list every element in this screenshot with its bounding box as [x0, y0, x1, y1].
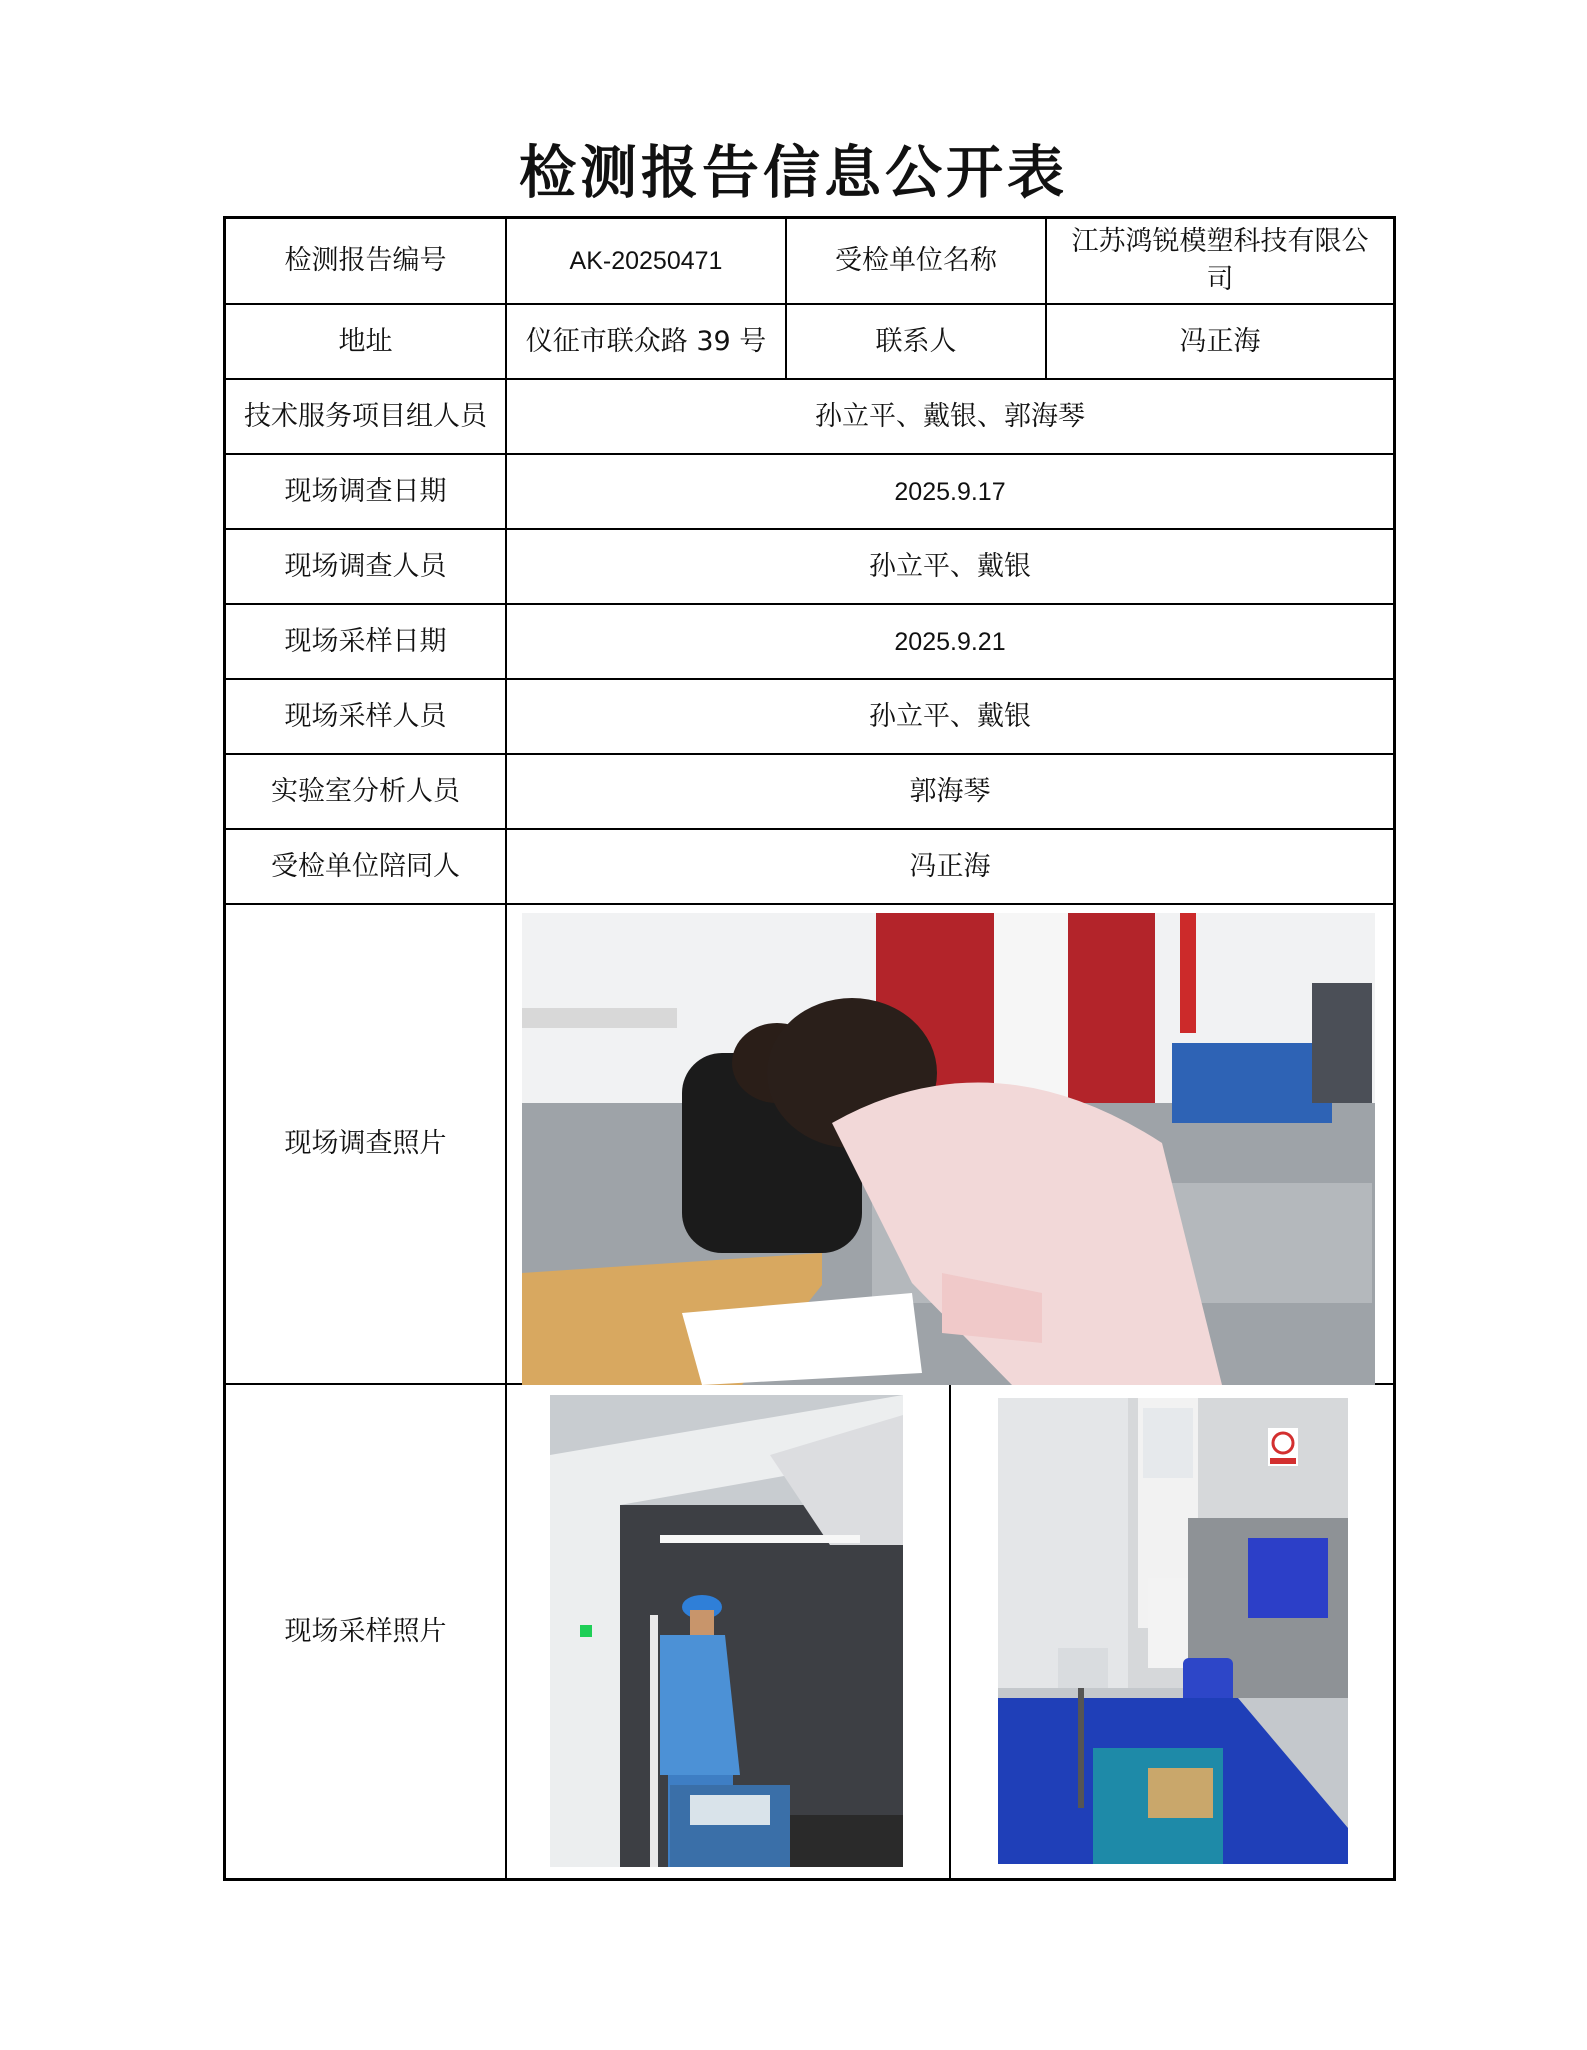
lab-staff-label: 实验室分析人员: [271, 775, 460, 807]
contact-label: 联系人: [875, 325, 957, 357]
survey-date-value: 2025.9.17: [894, 477, 1006, 506]
unit-name-label: 受检单位名称: [835, 245, 997, 276]
sampling-photo-storage: [998, 1398, 1348, 1864]
escort-value: 冯正海: [909, 850, 991, 882]
team-label: 技术服务项目组人员: [244, 400, 487, 432]
sampling-staff-value: 孙立平、戴银: [869, 700, 1031, 732]
survey-photo-label: 现场调查照片: [284, 1128, 447, 1159]
team-value: 孙立平、戴银、郭海琴: [815, 400, 1085, 432]
sampling-photo-label: 现场采样照片: [284, 1615, 447, 1647]
address-label: 地址: [338, 325, 393, 357]
sampling-date-value: 2025.9.21: [894, 627, 1006, 656]
column-divider: [949, 1383, 951, 1878]
sampling-date-label: 现场采样日期: [284, 625, 447, 657]
unit-name-value: 江苏鸿锐模塑科技有限公司: [1071, 226, 1369, 295]
escort-label: 受检单位陪同人: [271, 850, 460, 882]
address-value: 仪征市联众路 39 号: [525, 325, 767, 357]
report-no-value: AK-20250471: [569, 247, 723, 275]
survey-staff-value: 孙立平、戴银: [869, 550, 1031, 582]
report-no-label: 检测报告编号: [284, 245, 447, 276]
lab-staff-value: 郭海琴: [909, 775, 991, 807]
sampling-staff-label: 现场采样人员: [284, 700, 447, 732]
survey-date-label: 现场调查日期: [284, 475, 447, 507]
survey-staff-label: 现场调查人员: [284, 550, 447, 582]
contact-value: 冯正海: [1179, 325, 1261, 357]
report-info-table: [223, 216, 1396, 1881]
survey-photo: [522, 913, 1375, 1385]
page-title: 检测报告信息公开表: [519, 139, 1068, 206]
sampling-photo-booth: [550, 1395, 903, 1867]
